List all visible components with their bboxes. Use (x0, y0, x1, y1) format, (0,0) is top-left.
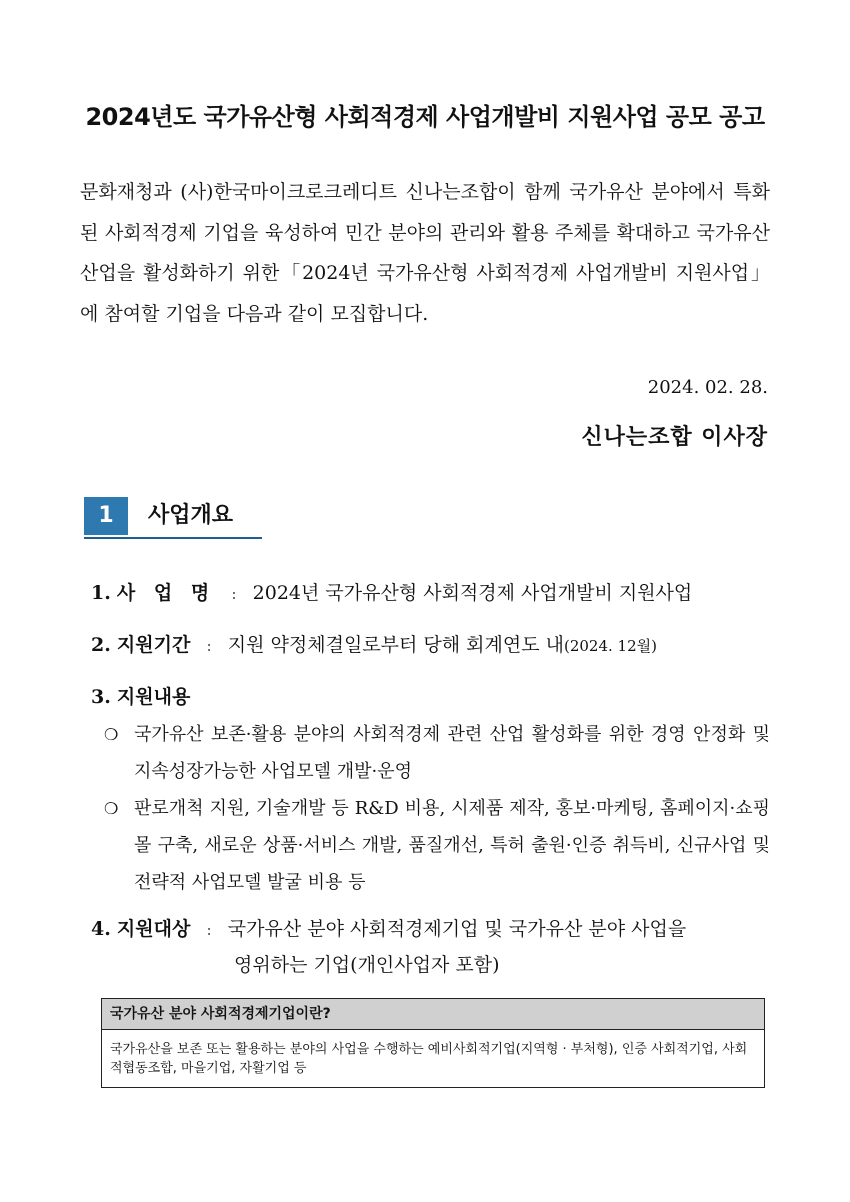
definition-box (101, 998, 765, 1088)
item-label: 지원대상 (116, 918, 191, 940)
item-label: 사 업 명 (116, 582, 216, 604)
intro-text: 문화재청과 (사)한국마이크로크레디트 신나는조합이 함께 국가유산 분야에서 특화된 사회적경제 기업을 육성하여 민간 분야의 관리와 활용 주체를 확대하고 국가유산 산업을 활성화하기 위한「2024년 국가유산형 사회적경제 사업개발비 지원사업」에 참여할 기업을 다음과 같이 모집합니다. (80, 181, 770, 325)
item-project-name (91, 578, 692, 605)
item-note: (2024. 12월) (563, 637, 657, 655)
circle-bullet-icon: ❍ (104, 799, 119, 818)
item-support-target (91, 914, 686, 941)
announcement-date: 2024. 02. 28. (647, 377, 768, 398)
item-value: 지원 약정체결일로부터 당해 회계연도 내 (227, 634, 564, 656)
item-number: 1. (91, 582, 111, 604)
item-label: 지원기간 (116, 634, 191, 656)
item-value: 국가유산 분야 사회적경제기업 및 국가유산 분야 사업을 (227, 918, 687, 940)
item-number: 3. (91, 686, 111, 708)
definition-title: 국가유산 분야 사회적경제기업이란? (102, 999, 764, 1030)
bullet-text: 판로개척 지원, 기술개발 등 R&D 비용, 시제품 제작, 홍보·마케팅, 홈페이지·쇼핑몰 구축, 새로운 상품·서비스 개발, 품질개선, 특허 출원·인증 취득비, 신규사업 및 전략적 사업모델 발굴 비용 등 (134, 798, 770, 893)
item-number: 4. (91, 918, 111, 940)
item-separator: : (231, 584, 237, 603)
item-separator: : (206, 920, 212, 939)
circle-bullet-icon: ❍ (104, 725, 119, 744)
section-header (84, 497, 262, 539)
intro-paragraph (80, 172, 770, 334)
bullet-text: 국가유산 보존·활용 분야의 사회적경제 관련 산업 활성화를 위한 경영 안정화 및 지속성장가능한 사업모델 개발·운영 (134, 724, 770, 782)
item-number: 2. (91, 634, 111, 656)
item-value: 2024년 국가유산형 사회적경제 사업개발비 지원사업 (252, 582, 693, 604)
item-separator: : (206, 636, 212, 655)
bullet-item (104, 716, 770, 790)
bullet-item (104, 790, 770, 901)
item-support-content (91, 682, 190, 709)
signer: 신나는조합 이사장 (581, 425, 768, 450)
definition-body: 국가유산을 보존 또는 활용하는 분야의 사업을 수행하는 예비사회적기업(지역형 · 부처형), 인증 사회적기업, 사회적협동조합, 마을기업, 자활기업 등 (110, 1042, 748, 1076)
item-value-continued: 영위하는 기업(개인사업자 포함) (234, 954, 500, 976)
item-label: 지원내용 (116, 686, 191, 708)
item-support-period (91, 630, 657, 657)
section-number: 1 (84, 497, 128, 535)
section-title: 사업개요 (148, 503, 234, 528)
page-title: 2024년도 국가유산형 사회적경제 사업개발비 지원사업 공모 공고 (85, 103, 765, 131)
